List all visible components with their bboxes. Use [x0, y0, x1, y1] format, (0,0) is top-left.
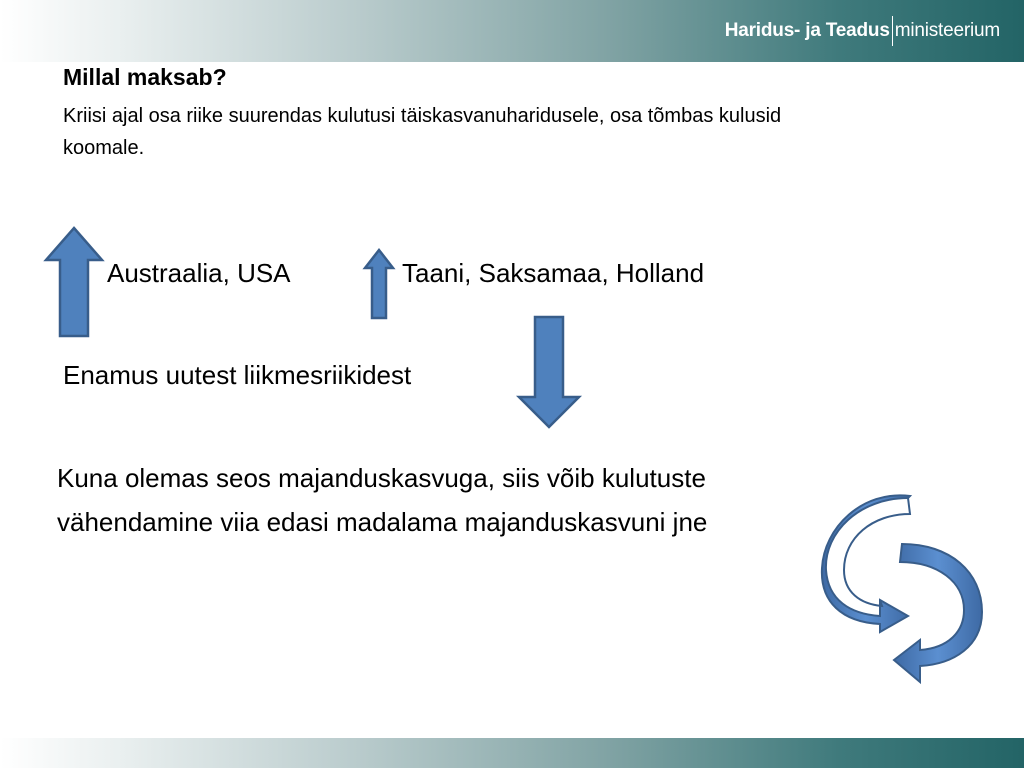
increase-countries-2: Taani, Saksamaa, Holland	[402, 258, 705, 288]
increase-countries-1: Austraalia, USA	[107, 258, 291, 288]
decrease-countries: Enamus uutest liikmesriikidest	[63, 360, 412, 390]
ministry-logo	[725, 17, 1000, 45]
conclusion-text: Kuna olemas seos majanduskasvuga, siis võib kulutuste vähendamine viia edasi madalama majanduskasvuni jne	[57, 463, 708, 537]
slide-title: Millal maksab?	[63, 64, 227, 90]
arrow-up-large-icon	[44, 226, 104, 338]
logo-separator	[892, 16, 893, 46]
logo-text-light: ministeerium	[894, 20, 1000, 41]
cycle-arrows-icon	[820, 492, 990, 688]
logo-text-strong: Haridus- ja Teadus	[724, 20, 890, 41]
footer-band	[0, 738, 1024, 768]
arrow-down-icon	[516, 315, 582, 429]
arrow-up-small-icon	[363, 248, 395, 320]
slide-subtitle: Kriisi ajal osa riike suurendas kulutusi täiskasvanuharidusele, osa tõmbas kulusid koomale.	[63, 105, 782, 159]
